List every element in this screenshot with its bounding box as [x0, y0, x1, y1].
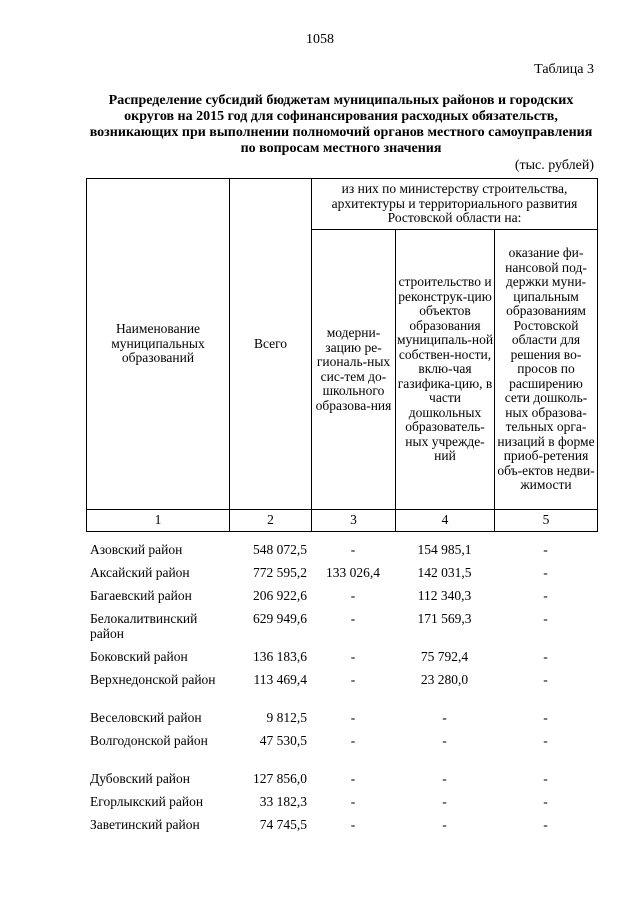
col3-value: -: [350, 611, 356, 626]
total-value: 74 745,5: [259, 817, 307, 832]
col3-value: -: [350, 794, 356, 809]
municipality-name: Аксайский район: [90, 565, 190, 580]
header-col5-cell: [495, 230, 598, 510]
header-name: Наименование муниципальных образований: [111, 321, 205, 366]
document-title: Распределение субсидий бюджетам муниципальных районов и городских округов на 2015 год для софинансирования расходных обязательств, возникающих при выполнении полномочий органов местного самоуправления по вопросам местного значения: [89, 93, 593, 156]
column-number: 5: [495, 510, 598, 532]
data-table: [86, 542, 597, 840]
table-row: [86, 672, 597, 710]
col5-value: -: [543, 611, 548, 626]
table-row: [86, 710, 597, 733]
col5-value: -: [543, 817, 548, 832]
table-row: [86, 649, 597, 672]
header-col4: строительство и реконструк-цию объектов образования муниципаль-ной собствен-ности, вклю-чая газифика-цию, в части дошкольных образователь-ных учрежде-ний: [396, 274, 494, 464]
col4-value: 75 792,4: [420, 649, 469, 664]
total-value: 113 469,4: [253, 672, 307, 687]
table-row: [86, 794, 597, 817]
col5-value: -: [543, 733, 548, 748]
municipality-name: Боковский район: [90, 649, 188, 664]
municipality-name: Белокалитвинский район: [90, 611, 198, 641]
col4-value: 112 340,3: [417, 588, 472, 603]
total-value: 136 183,6: [253, 649, 307, 664]
municipality-name: Дубовский район: [90, 771, 191, 786]
col5-value: -: [543, 672, 548, 687]
col3-value: 133 026,4: [326, 565, 380, 580]
col4-value: -: [442, 733, 447, 748]
col4-value: -: [442, 817, 447, 832]
table-row: [86, 771, 597, 794]
total-value: 47 530,5: [259, 733, 307, 748]
col5-value: -: [543, 588, 548, 603]
col5-value: -: [543, 542, 548, 557]
table-row: [86, 542, 597, 565]
header-name-cell: [87, 179, 230, 510]
table-row: [86, 817, 597, 840]
municipality-name: Багаевский район: [90, 588, 192, 603]
municipality-name: Верхнедонской район: [90, 672, 216, 687]
col4-value: 23 280,0: [420, 672, 469, 687]
header-col3-cell: [312, 230, 396, 510]
col5-value: -: [543, 565, 548, 580]
header-group-cell: [312, 179, 598, 230]
total-value: 127 856,0: [253, 771, 307, 786]
table-row: [86, 733, 597, 771]
units-label: (тыс. рублей): [514, 158, 594, 173]
col5-value: -: [543, 649, 548, 664]
municipality-name: Егорлыкский район: [90, 794, 204, 809]
col4-value: -: [442, 710, 447, 725]
col4-value: 171 569,3: [417, 611, 472, 626]
total-value: 206 922,6: [253, 588, 307, 603]
col5-value: -: [543, 771, 548, 786]
col5-value: -: [543, 794, 548, 809]
column-number: 3: [312, 510, 396, 532]
table-label: Таблица 3: [534, 62, 594, 77]
col3-value: -: [350, 588, 356, 603]
municipality-name: Заветинский район: [90, 817, 200, 832]
col3-value: -: [350, 542, 356, 557]
col5-value: -: [543, 710, 548, 725]
header-col4-cell: [396, 230, 495, 510]
municipality-name: Веселовский район: [90, 710, 202, 725]
municipality-name: Азовский район: [90, 542, 183, 557]
header-table: [86, 178, 598, 532]
col3-value: -: [350, 733, 356, 748]
header-total-cell: [230, 179, 312, 510]
total-value: 9 812,5: [266, 710, 307, 725]
total-value: 33 182,3: [259, 794, 307, 809]
table-row: [86, 565, 597, 588]
col3-value: -: [350, 817, 356, 832]
total-value: 772 595,2: [253, 565, 307, 580]
column-number: 4: [396, 510, 495, 532]
header-group: из них по министерству строительства, архитектуры и территориального развития Ростовской области на:: [331, 181, 578, 225]
col4-value: 142 031,5: [417, 565, 472, 580]
col4-value: -: [442, 771, 447, 786]
col4-value: 154 985,1: [417, 542, 472, 557]
municipality-name: Волгодонской район: [90, 733, 208, 748]
header-col3: модерни-зацию ре-гиональ-ных сис-тем до-школьного образова-ния: [315, 325, 392, 413]
col3-value: -: [350, 672, 356, 687]
header-total: Всего: [253, 335, 288, 351]
col4-value: -: [442, 794, 447, 809]
col3-value: -: [350, 710, 356, 725]
col3-value: -: [350, 771, 356, 786]
header-col5: оказание фи-нансовой под-держки муни-ципальным образованиям Ростовской области для решения во-просов по расширению сети дошколь-ных образова-тельных орга-низаций в форме приоб-ретения объ-ектов недви-жимости: [497, 245, 595, 493]
column-number: 2: [230, 510, 312, 532]
table-row: [86, 611, 597, 649]
table-row: [86, 588, 597, 611]
column-number: 1: [87, 510, 230, 532]
page-number: 1058: [306, 32, 334, 47]
col3-value: -: [350, 649, 356, 664]
total-value: 629 949,6: [253, 611, 307, 626]
total-value: 548 072,5: [253, 542, 307, 557]
